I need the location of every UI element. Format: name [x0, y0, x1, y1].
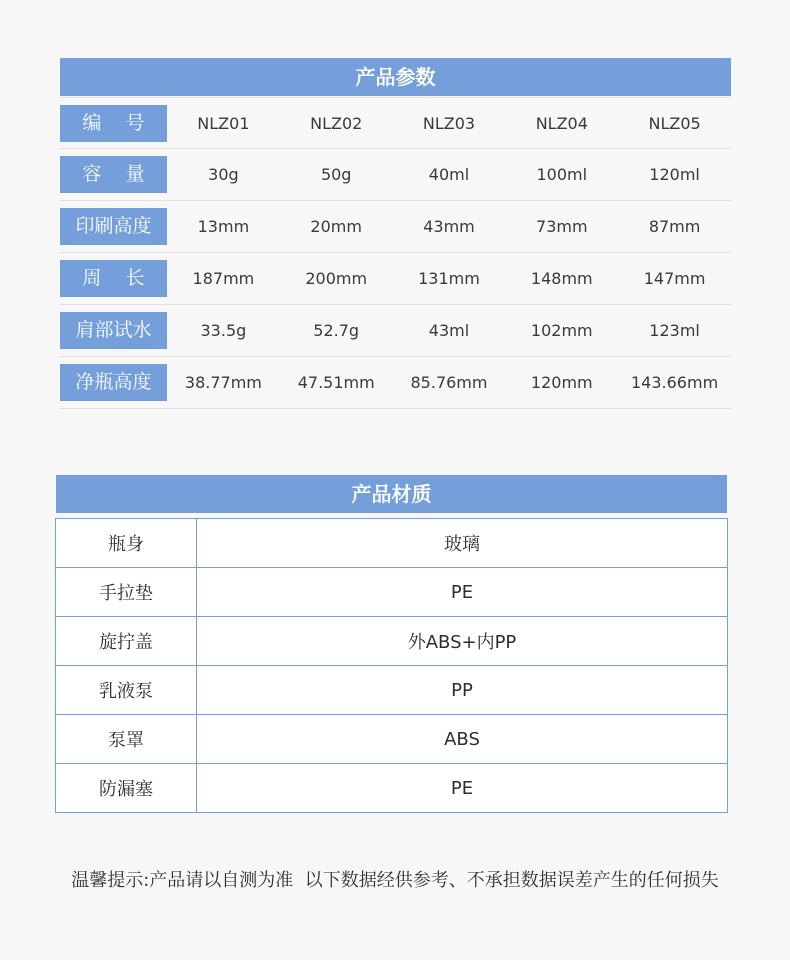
params-row-perimeter: [60, 253, 731, 305]
params-cell: 120mm: [530, 373, 593, 392]
params-cell: 30g: [208, 165, 239, 184]
params-row-label: 印刷高度: [60, 208, 167, 245]
materials-row: [56, 519, 728, 568]
params-cell: 148mm: [530, 269, 593, 288]
params-cell: 73mm: [536, 217, 588, 236]
params-row-label: 净瓶高度: [60, 364, 167, 401]
params-cell: NLZ02: [310, 113, 363, 133]
params-row-label: 编 号: [60, 105, 167, 142]
materials-table: [55, 518, 728, 813]
material-part: 泵罩: [56, 715, 197, 764]
material-part: 瓶身: [56, 519, 197, 568]
params-cell: 13mm: [197, 217, 250, 236]
params-cell: 120ml: [649, 165, 700, 184]
material-value: 玻璃: [197, 519, 728, 568]
params-cell: 147mm: [643, 269, 706, 288]
material-value: ABS: [197, 715, 728, 764]
material-part: 乳液泵: [56, 666, 197, 715]
params-section-title: 产品参数: [60, 58, 731, 96]
params-cell: 43ml: [428, 321, 470, 340]
material-value: PE: [197, 568, 728, 617]
params-cell: 143.66mm: [631, 373, 719, 392]
params-cell: 20mm: [310, 217, 362, 236]
params-row-print-height: [60, 201, 731, 253]
params-cell: 200mm: [305, 269, 368, 288]
params-row-label: 容 量: [60, 156, 167, 193]
params-row-label: 肩部试水: [60, 312, 167, 349]
params-cell: NLZ05: [648, 113, 701, 133]
params-row-label: 周 长: [60, 260, 167, 297]
params-cell: 87mm: [648, 217, 701, 236]
params-cell: NLZ03: [422, 113, 476, 133]
material-part: 旋拧盖: [56, 617, 197, 666]
params-cell: 38.77mm: [184, 373, 262, 392]
params-cell: 43mm: [423, 217, 475, 236]
params-cell: 50g: [320, 165, 352, 184]
material-part: 防漏塞: [56, 764, 197, 813]
params-cell: 85.76mm: [410, 373, 488, 392]
params-row-net-height: [60, 357, 731, 409]
materials-row: [56, 617, 728, 666]
params-cell: 100ml: [536, 165, 588, 184]
params-cell: 40ml: [428, 165, 470, 184]
params-cell: NLZ01: [197, 113, 250, 133]
params-cell: 33.5g: [200, 321, 247, 340]
params-row-shoulder-fill: [60, 305, 731, 357]
material-value: PP: [197, 666, 728, 715]
material-value: PE: [197, 764, 728, 813]
params-cell: 102mm: [530, 321, 593, 340]
materials-row: [56, 715, 728, 764]
params-cell: 131mm: [418, 269, 480, 288]
params-table: [60, 97, 731, 409]
params-cell: NLZ04: [535, 113, 588, 133]
params-row-code: [60, 97, 731, 149]
params-cell: 52.7g: [313, 321, 360, 340]
materials-section-title: 产品材质: [56, 475, 727, 513]
materials-row: [56, 764, 728, 813]
params-row-capacity: [60, 149, 731, 201]
params-cell: 123ml: [649, 321, 700, 340]
params-cell: 47.51mm: [297, 373, 375, 392]
material-part: 手拉垫: [56, 568, 197, 617]
materials-row: [56, 568, 728, 617]
params-cell: 187mm: [192, 269, 255, 288]
materials-row: [56, 666, 728, 715]
disclaimer-tip: 温馨提示:产品请以自测为准 以下数据经供参考、不承担数据误差产生的任何损失: [71, 870, 719, 891]
material-value: 外ABS+内PP: [197, 617, 728, 666]
